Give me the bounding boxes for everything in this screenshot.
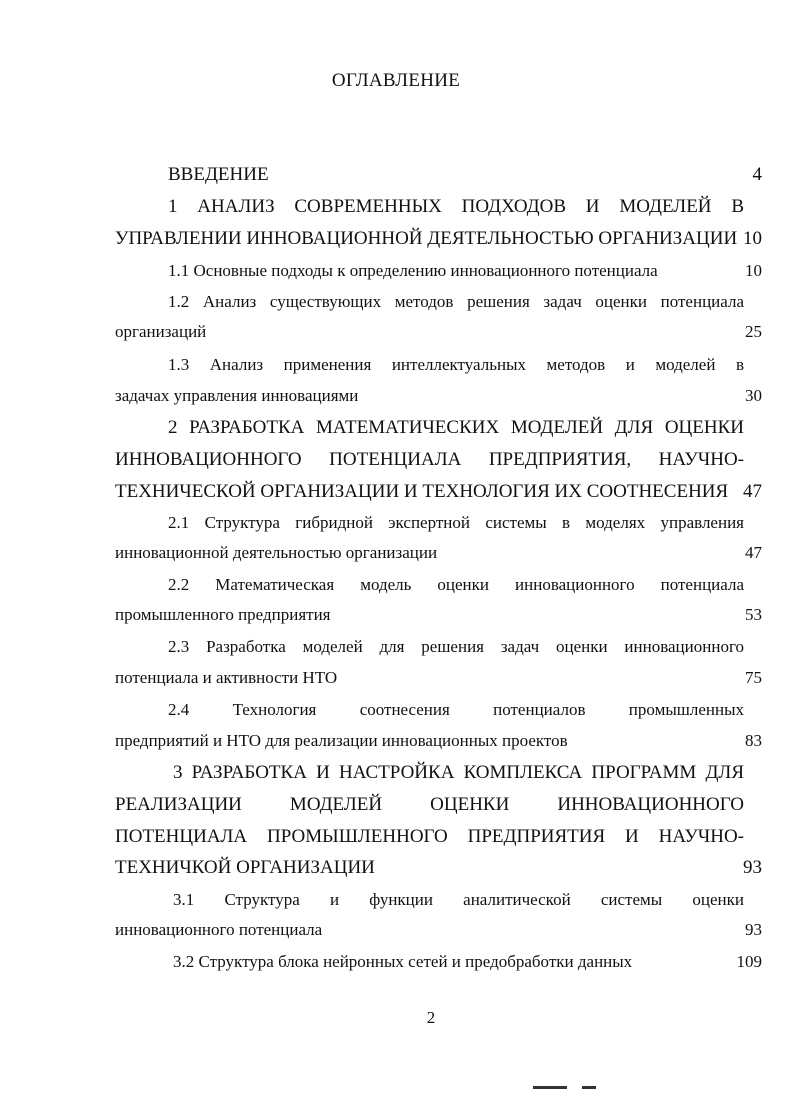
- toc-entry-1-2-line1: 1.2 Анализ существующих методов решения задач оценки потенциала: [168, 292, 744, 311]
- toc-entry-3-2: 3.2 Структура блока нейронных сетей и предобработки данных: [173, 952, 633, 971]
- toc-entry-2-2-line1: 2.2 Математическая модель оценки инновационного потенциала: [168, 575, 744, 594]
- toc-page-ch1: 10: [743, 228, 762, 249]
- toc-entry-ch2-line1: 2 РАЗРАБОТКА МАТЕМАТИЧЕСКИХ МОДЕЛЕЙ ДЛЯ ОЦЕНКИ: [168, 417, 744, 438]
- toc-page-ch2: 47: [743, 481, 762, 502]
- toc-page-1-3: 30: [745, 386, 762, 405]
- page-title: ОГЛАВЛЕНИЕ: [331, 70, 461, 91]
- toc-entry-2-2-line2: промышленного предприятия: [115, 605, 331, 624]
- toc-entry-1-3-line1: 1.3 Анализ применения интеллектуальных методов и моделей в: [168, 355, 744, 374]
- toc-page-2-2: 53: [745, 605, 762, 624]
- toc-entry-2-1-line1: 2.1 Структура гибридной экспертной системы в моделях управления: [168, 513, 744, 532]
- toc-entry-ch1-line2: УПРАВЛЕНИИ ИННОВАЦИОННОЙ ДЕЯТЕЛЬНОСТЬЮ ОРГАНИЗАЦИИ: [115, 228, 738, 249]
- toc-page-2-4: 83: [745, 731, 762, 750]
- footer-page-number: 2: [426, 1008, 436, 1027]
- toc-entry-ch3-line2: РЕАЛИЗАЦИИ МОДЕЛЕЙ ОЦЕНКИ ИННОВАЦИОННОГО: [115, 794, 744, 815]
- toc-page-1-2: 25: [745, 322, 762, 341]
- toc-page-1-1: 10: [745, 261, 762, 280]
- toc-entry-3-1-line1: 3.1 Структура и функции аналитической системы оценки: [173, 890, 744, 909]
- toc-entry-intro: ВВЕДЕНИЕ: [168, 164, 269, 185]
- toc-entry-3-1-line2: инновационного потенциала: [115, 920, 323, 939]
- toc-entry-2-4-line2: предприятий и НТО для реализации инновационных проектов: [115, 731, 568, 750]
- toc-page-3-2: 109: [736, 952, 762, 971]
- toc-entry-ch1-line1: 1 АНАЛИЗ СОВРЕМЕННЫХ ПОДХОДОВ И МОДЕЛЕЙ В: [168, 196, 744, 217]
- toc-entry-1-1: 1.1 Основные подходы к определению инновационного потенциала: [168, 261, 658, 280]
- toc-entry-2-4-line1: 2.4 Технология соотнесения потенциалов промышленных: [168, 700, 744, 719]
- toc-entry-ch3-line3: ПОТЕНЦИАЛА ПРОМЫШЛЕННОГО ПРЕДПРИЯТИЯ И НАУЧНО-: [115, 826, 744, 847]
- scan-artifact-mark: [582, 1086, 596, 1089]
- toc-entry-ch2-line2: ИННОВАЦИОННОГО ПОТЕНЦИАЛА ПРЕДПРИЯТИЯ, НАУЧНО-: [115, 449, 744, 470]
- toc-entry-1-2-line2: организаций: [115, 322, 207, 341]
- toc-page-2-1: 47: [745, 543, 762, 562]
- toc-entry-1-3-line2: задачах управления инновациями: [115, 386, 359, 405]
- toc-entry-2-1-line2: инновационной деятельностью организации: [115, 543, 438, 562]
- toc-page-ch3: 93: [743, 857, 762, 878]
- scan-artifact-mark: [533, 1086, 567, 1089]
- toc-entry-ch2-line3: ТЕХНИЧЕСКОЙ ОРГАНИЗАЦИИ И ТЕХНОЛОГИЯ ИХ СООТНЕСЕНИЯ: [115, 481, 729, 502]
- toc-page-intro: 4: [752, 164, 762, 185]
- toc-entry-ch3-line4: ТЕХНИЧКОЙ ОРГАНИЗАЦИИ: [115, 857, 375, 878]
- toc-page-3-1: 93: [745, 920, 762, 939]
- toc-entry-2-3-line2: потенциала и активности НТО: [115, 668, 338, 687]
- toc-entry-2-3-line1: 2.3 Разработка моделей для решения задач оценки инновационного: [168, 637, 744, 656]
- toc-entry-ch3-line1: 3 РАЗРАБОТКА И НАСТРОЙКА КОМПЛЕКСА ПРОГРАММ ДЛЯ: [173, 762, 744, 783]
- toc-page-2-3: 75: [745, 668, 762, 687]
